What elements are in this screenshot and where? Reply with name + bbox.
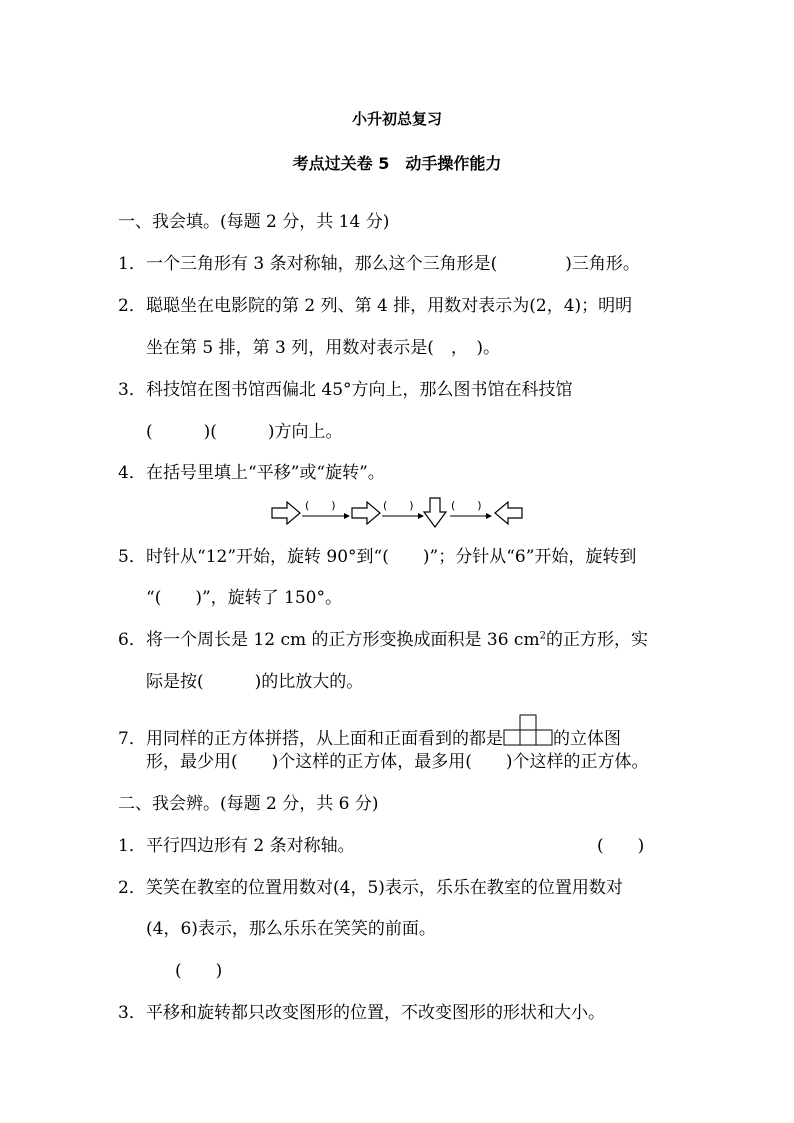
question-number: 2． <box>118 878 146 898</box>
question-1-6-line1 <box>118 628 648 652</box>
question-1-4 <box>118 461 385 485</box>
cube-view-figure <box>503 714 553 746</box>
question-number: 4． <box>118 463 146 483</box>
question-number: 1． <box>118 836 146 856</box>
question-1-2-line1 <box>118 294 632 318</box>
question-1-3-line1 <box>118 378 573 402</box>
page-subtitle: 考点过关卷 5 动手操作能力 <box>292 154 502 173</box>
question-2-2-line2: (4，6)表示，那么乐乐在笑笑的前面。 <box>146 919 436 939</box>
question-text: 科技馆在图书馆西偏北 45°方向上，那么图书馆在科技馆 <box>146 380 573 400</box>
question-2-1 <box>118 834 355 858</box>
question-text: 将一个周长是 12 cm 的正方形变换成面积是 36 cm <box>146 630 540 650</box>
question-text: 用同样的正方体拼搭，从上面和正面看到的都是 <box>146 729 503 749</box>
question-text: 时针从“12”开始，旋转 90°到“( )”；分针从“6”开始，旋转到 <box>146 547 637 567</box>
question-1-7-line1 <box>118 714 621 751</box>
question-text: 笑笑在教室的位置用数对(4，5)表示，乐乐在教室的位置用数对 <box>146 878 623 898</box>
question-text: 在括号里填上“平移”或“旋转”。 <box>146 463 385 483</box>
page-title: 小升初总复习 <box>351 110 442 128</box>
question-text: 平移和旋转都只改变图形的位置，不改变图形的形状和大小。 <box>146 1003 605 1023</box>
question-number: 7． <box>118 729 146 749</box>
blank-label-1: ( ) <box>305 499 336 512</box>
question-number: 3． <box>118 1003 146 1023</box>
answer-blank[interactable]: ( ) <box>175 961 223 981</box>
question-1-2-line2: 坐在第 5 排，第 3 列，用数对表示是( ， )。 <box>146 338 501 358</box>
right-arrow-shape-2 <box>352 502 380 524</box>
question-text: 聪聪坐在电影院的第 2 列、第 4 排，用数对表示为(2，4)；明明 <box>146 296 633 316</box>
question-number: 1． <box>118 254 146 274</box>
down-arrow-shape <box>424 498 446 527</box>
question-1-1 <box>118 252 640 276</box>
section-heading-fill: 一、我会填。(每题 2 分，共 14 分) <box>118 212 390 232</box>
question-number: 2． <box>118 296 146 316</box>
left-arrow-shape <box>495 502 522 524</box>
question-1-3-line2: ( )( )方向上。 <box>146 422 343 442</box>
question-1-5-line1 <box>118 545 636 569</box>
answer-blank[interactable]: ( ) <box>597 836 645 856</box>
question-text-cont: 的正方形，实 <box>545 630 648 650</box>
blank-label-3: ( ) <box>451 499 482 512</box>
question-number: 5． <box>118 547 146 567</box>
question-text: 平行四边形有 2 条对称轴。 <box>146 836 355 856</box>
question-number: 6． <box>118 630 146 650</box>
question-2-3 <box>118 1001 605 1025</box>
right-arrow-shape-1 <box>272 502 300 524</box>
question-text: 一个三角形有 3 条对称轴，那么这个三角形是( )三角形。 <box>146 254 640 274</box>
question-1-6-line2: 际是按( )的比放大的。 <box>146 672 364 692</box>
arrow-transform-figure <box>270 496 530 530</box>
section-heading-judge: 二、我会辨。(每题 2 分，共 6 分) <box>118 794 379 814</box>
question-text-cont: 的立体图 <box>553 729 621 749</box>
blank-label-2: ( ) <box>383 499 414 512</box>
superscript: 2 <box>539 630 546 642</box>
question-1-5-line2: “( )”，旋转了 150°。 <box>146 588 342 608</box>
question-2-2-line1 <box>118 876 623 900</box>
question-number: 3． <box>118 380 146 400</box>
question-1-7-line2: 形，最少用( )个这样的正方体，最多用( )个这样的正方体。 <box>146 752 649 772</box>
